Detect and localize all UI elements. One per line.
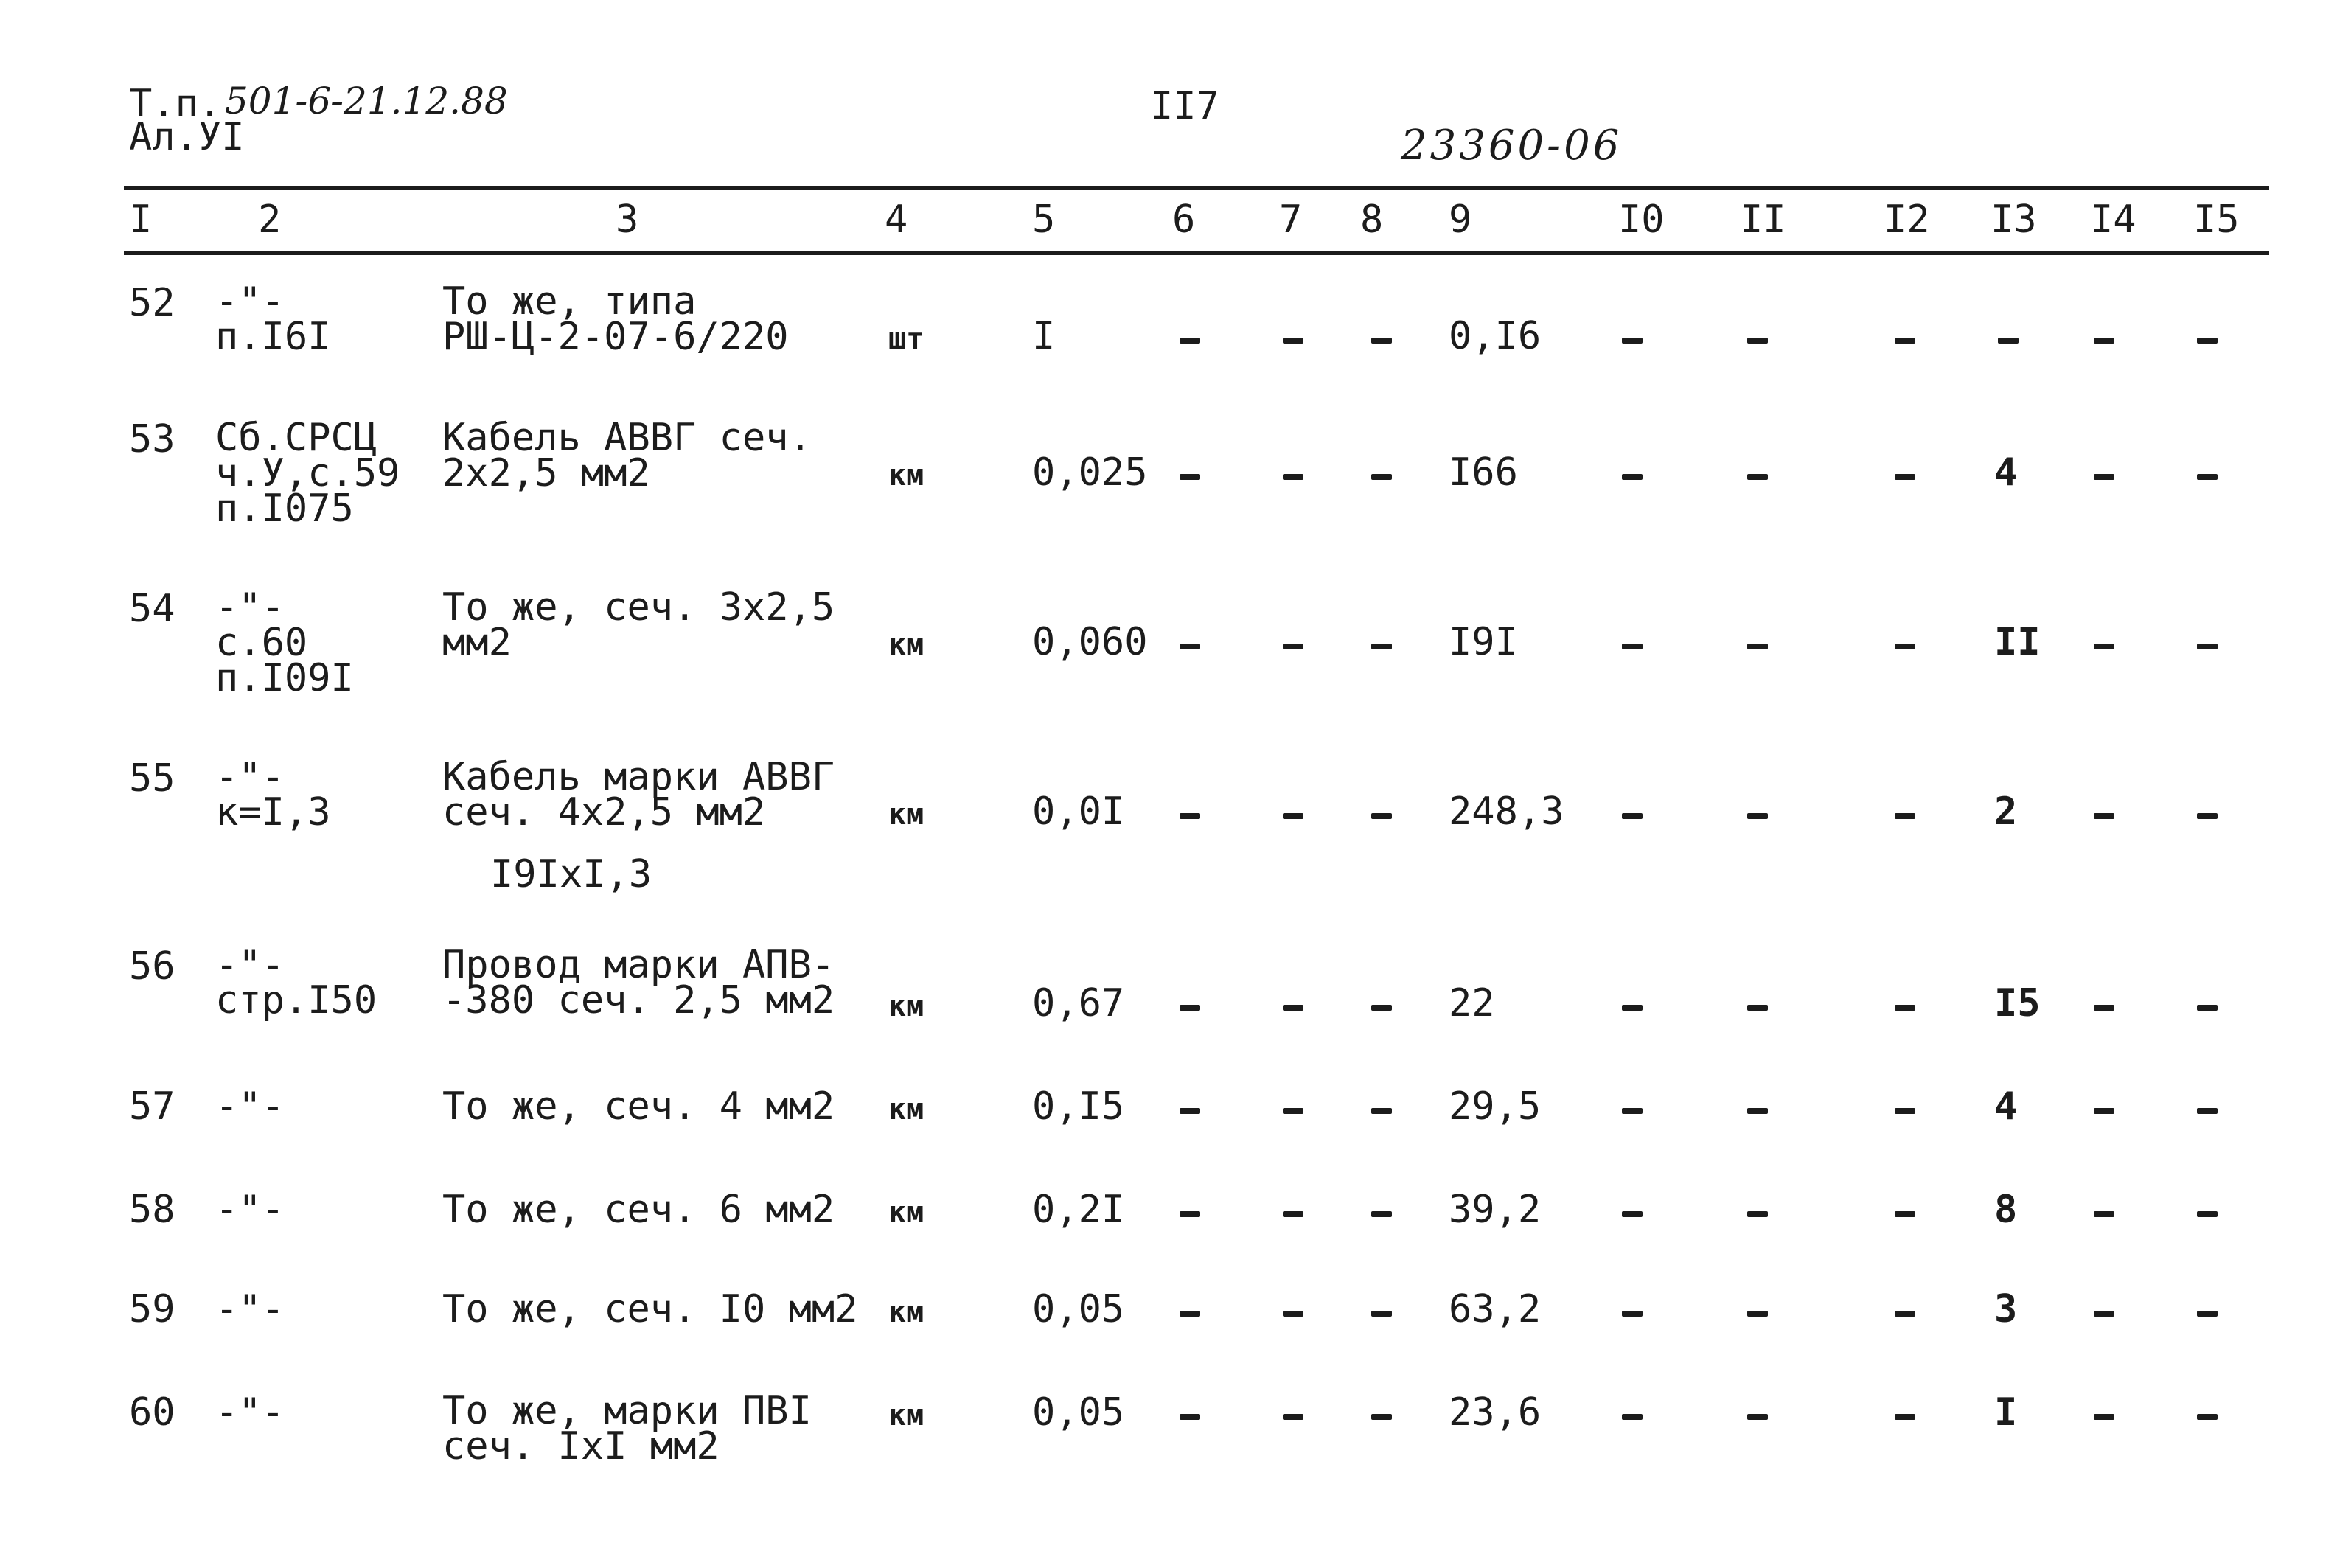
row-col5-value: 0,I5 <box>1032 1084 1125 1129</box>
column-header-1: I <box>129 198 153 242</box>
row-name <box>442 585 835 665</box>
row-name <box>442 1389 812 1468</box>
row-source-ref-line: -"- <box>215 585 285 630</box>
row-empty-dash <box>1371 813 1392 819</box>
row-item-number: 55 <box>129 756 175 801</box>
row-source-ref-line: с.60 <box>215 621 308 665</box>
row-source-ref-line: п.I6I <box>215 315 331 359</box>
row-empty-dash <box>1180 1311 1200 1317</box>
row-col5-value: 0,0I <box>1032 790 1125 834</box>
column-header-2: 2 <box>258 198 282 242</box>
tp-prefix: Т.п. <box>129 82 222 126</box>
row-empty-dash <box>1747 813 1768 819</box>
row-empty-dash <box>1283 474 1303 480</box>
row-item-number: 57 <box>129 1084 175 1129</box>
row-name <box>442 943 835 1022</box>
album-label: Ал.УI <box>129 115 245 159</box>
column-header-9: 9 <box>1449 198 1472 242</box>
row-col9-value: 39,2 <box>1449 1188 1542 1232</box>
row-empty-dash <box>1371 338 1392 344</box>
row-col9-value: 0,I6 <box>1449 314 1542 358</box>
row-empty-dash <box>1747 1108 1768 1114</box>
row-source-ref <box>215 279 331 359</box>
row-unit: шт <box>888 322 924 356</box>
row-empty-dash <box>1180 1211 1200 1217</box>
row-empty-dash <box>1747 1211 1768 1217</box>
row-empty-dash <box>1622 1108 1643 1114</box>
row-col13-dash <box>1998 338 2019 344</box>
row-source-ref-line: стр.I50 <box>215 978 377 1022</box>
row-empty-dash <box>1371 1311 1392 1317</box>
row-empty-dash <box>1371 1211 1392 1217</box>
row-empty-dash <box>2197 338 2218 344</box>
row-item-number: 56 <box>129 944 175 989</box>
column-header-12: I2 <box>1884 198 1930 242</box>
row-empty-dash <box>1180 813 1200 819</box>
row-empty-dash <box>1371 1414 1392 1420</box>
row-empty-dash <box>2197 1311 2218 1317</box>
row-empty-dash <box>1283 1108 1303 1114</box>
row-item-number: 59 <box>129 1287 175 1331</box>
row-col9-value: 22 <box>1449 981 1495 1025</box>
row-empty-dash <box>2094 338 2114 344</box>
column-header-5: 5 <box>1032 198 1056 242</box>
row-empty-dash <box>1622 474 1643 480</box>
row-name-line: сеч. IхI мм2 <box>442 1424 720 1468</box>
row-name <box>442 755 835 834</box>
row-source-ref-line: п.I075 <box>215 487 354 531</box>
row-item-number: 60 <box>129 1390 175 1435</box>
row-name-line: РШ-Ц-2-07-6/220 <box>442 315 789 359</box>
column-header-6: 6 <box>1172 198 1196 242</box>
row-empty-dash <box>1180 1108 1200 1114</box>
row-empty-dash <box>2094 813 2114 819</box>
row-name-line: 2х2,5 мм2 <box>442 451 650 495</box>
row-source-ref <box>215 943 377 1022</box>
row-empty-dash <box>1371 474 1392 480</box>
row-empty-dash <box>1283 813 1303 819</box>
row-unit: км <box>888 798 924 832</box>
row-name-line: Провод марки АПВ- <box>442 943 835 987</box>
row-empty-dash <box>1895 474 1915 480</box>
row-col13-value: 4 <box>1994 450 2018 495</box>
row-col13-value: 8 <box>1994 1188 2018 1232</box>
row-name: То же, сеч. 4 мм2 <box>442 1084 835 1129</box>
row-source-ref: -"- <box>215 1287 285 1331</box>
row-name-line: Кабель марки АВВГ <box>442 755 835 799</box>
row-name-line: То же, сеч. 3х2,5 <box>442 585 835 630</box>
row-empty-dash <box>1895 1414 1915 1420</box>
row-empty-dash <box>1371 644 1392 649</box>
row-empty-dash <box>1622 1211 1643 1217</box>
row-empty-dash <box>1180 338 1200 344</box>
row-col5-value: 0,67 <box>1032 981 1125 1025</box>
row-col13-value: 2 <box>1994 790 2018 834</box>
column-header-14: I4 <box>2090 198 2136 242</box>
row-empty-dash <box>1895 1005 1915 1011</box>
row-empty-dash <box>2197 1005 2218 1011</box>
row-name-line: сеч. 4х2,5 мм2 <box>442 790 766 834</box>
row-col13-value: 3 <box>1994 1287 2018 1331</box>
row-empty-dash <box>1283 1005 1303 1011</box>
row-unit: км <box>888 628 924 662</box>
row-empty-dash <box>1895 813 1915 819</box>
row-empty-dash <box>1622 338 1643 344</box>
row-source-ref: -"- <box>215 1084 285 1129</box>
column-header-7: 7 <box>1279 198 1303 242</box>
row-empty-dash <box>1747 1311 1768 1317</box>
row-empty-dash <box>1180 1414 1200 1420</box>
table-header-rule <box>124 251 2269 255</box>
row-empty-dash <box>1895 644 1915 649</box>
row-col13-value: I <box>1994 1390 2018 1435</box>
row-empty-dash <box>1895 1311 1915 1317</box>
row-empty-dash <box>2094 1005 2114 1011</box>
row-source-ref <box>215 755 331 834</box>
row-empty-dash <box>1895 338 1915 344</box>
row-unit: км <box>888 1398 924 1432</box>
row-item-number: 52 <box>129 281 175 325</box>
row-item-number: 53 <box>129 417 175 461</box>
row-unit: км <box>888 1093 924 1126</box>
row-empty-dash <box>2094 474 2114 480</box>
row-source-ref: -"- <box>215 1188 285 1232</box>
row-col9-value: I9I <box>1449 620 1518 664</box>
row-empty-dash <box>2197 1108 2218 1114</box>
row-col5-value: 0,2I <box>1032 1188 1125 1232</box>
row-source-ref-line: п.I09I <box>215 656 354 700</box>
row-empty-dash <box>1180 1005 1200 1011</box>
row-name-line: То же, типа <box>442 279 697 324</box>
row-empty-dash <box>1371 1005 1392 1011</box>
row-empty-dash <box>2094 1211 2114 1217</box>
row-empty-dash <box>2094 1108 2114 1114</box>
row-source-ref-line: -"- <box>215 755 285 799</box>
row-empty-dash <box>1622 1414 1643 1420</box>
row-empty-dash <box>2094 644 2114 649</box>
row-empty-dash <box>1622 1311 1643 1317</box>
row-name-note: I9IхI,3 <box>490 852 652 896</box>
row-empty-dash <box>1283 1311 1303 1317</box>
column-header-11: II <box>1740 198 1786 242</box>
row-col13-value: I5 <box>1994 981 2041 1025</box>
column-header-13: I3 <box>1990 198 2037 242</box>
row-empty-dash <box>1622 813 1643 819</box>
row-name: То же, сеч. I0 мм2 <box>442 1287 858 1331</box>
row-name <box>442 416 812 495</box>
row-col5-value: 0,025 <box>1032 450 1148 495</box>
row-empty-dash <box>1747 1414 1768 1420</box>
row-item-number: 54 <box>129 587 175 631</box>
row-empty-dash <box>1283 1211 1303 1217</box>
row-unit: км <box>888 1295 924 1329</box>
row-source-ref-line: Сб.СРСЦ <box>215 416 377 460</box>
document-code: 23360-06 <box>1401 122 1623 170</box>
row-source-ref: -"- <box>215 1390 285 1435</box>
row-empty-dash <box>2197 474 2218 480</box>
row-unit: км <box>888 1196 924 1230</box>
row-empty-dash <box>2197 813 2218 819</box>
column-header-10: I0 <box>1618 198 1665 242</box>
row-col13-value: 4 <box>1994 1084 2018 1129</box>
column-header-4: 4 <box>885 198 908 242</box>
row-empty-dash <box>1283 644 1303 649</box>
row-col5-value: I <box>1032 314 1056 358</box>
row-name <box>442 279 789 359</box>
row-col5-value: 0,05 <box>1032 1287 1125 1331</box>
row-empty-dash <box>1180 474 1200 480</box>
row-source-ref-line: -"- <box>215 943 285 987</box>
row-empty-dash <box>1747 1005 1768 1011</box>
row-empty-dash <box>1747 338 1768 344</box>
row-empty-dash <box>1371 1108 1392 1114</box>
row-empty-dash <box>1895 1108 1915 1114</box>
row-col9-value: 63,2 <box>1449 1287 1542 1331</box>
row-col5-value: 0,060 <box>1032 620 1148 664</box>
row-name-line: мм2 <box>442 621 512 665</box>
row-empty-dash <box>2197 1414 2218 1420</box>
row-source-ref <box>215 416 400 531</box>
row-empty-dash <box>1747 644 1768 649</box>
row-empty-dash <box>2094 1414 2114 1420</box>
row-col9-value: 23,6 <box>1449 1390 1542 1435</box>
table-top-rule <box>124 186 2269 190</box>
row-name: То же, сеч. 6 мм2 <box>442 1188 835 1232</box>
row-unit: км <box>888 989 924 1023</box>
row-source-ref-line: -"- <box>215 279 285 324</box>
row-empty-dash <box>1747 474 1768 480</box>
column-header-8: 8 <box>1360 198 1384 242</box>
row-col9-value: 29,5 <box>1449 1084 1542 1129</box>
row-empty-dash <box>1895 1211 1915 1217</box>
row-col5-value: 0,05 <box>1032 1390 1125 1435</box>
row-empty-dash <box>2094 1311 2114 1317</box>
row-empty-dash <box>1622 644 1643 649</box>
row-name-line: Кабель АВВГ сеч. <box>442 416 812 460</box>
row-empty-dash <box>2197 644 2218 649</box>
row-col9-value: 248,3 <box>1449 790 1564 834</box>
row-col13-value: II <box>1994 620 2041 664</box>
row-empty-dash <box>1283 1414 1303 1420</box>
row-source-ref-line: к=I,3 <box>215 790 331 834</box>
row-name-line: То же, марки ПВI <box>442 1389 812 1433</box>
row-col9-value: I66 <box>1449 450 1518 495</box>
row-empty-dash <box>2197 1211 2218 1217</box>
row-empty-dash <box>1283 338 1303 344</box>
row-empty-dash <box>1180 644 1200 649</box>
row-name-line: -380 сеч. 2,5 мм2 <box>442 978 835 1022</box>
column-header-3: 3 <box>616 198 639 242</box>
row-source-ref-line: ч.У,с.59 <box>215 451 400 495</box>
row-empty-dash <box>1622 1005 1643 1011</box>
tp-code: 501-6-21.12.88 <box>225 80 508 122</box>
page-number: II7 <box>1150 84 1219 128</box>
row-source-ref <box>215 585 354 700</box>
row-unit: км <box>888 459 924 492</box>
column-header-15: I5 <box>2193 198 2240 242</box>
row-item-number: 58 <box>129 1188 175 1232</box>
